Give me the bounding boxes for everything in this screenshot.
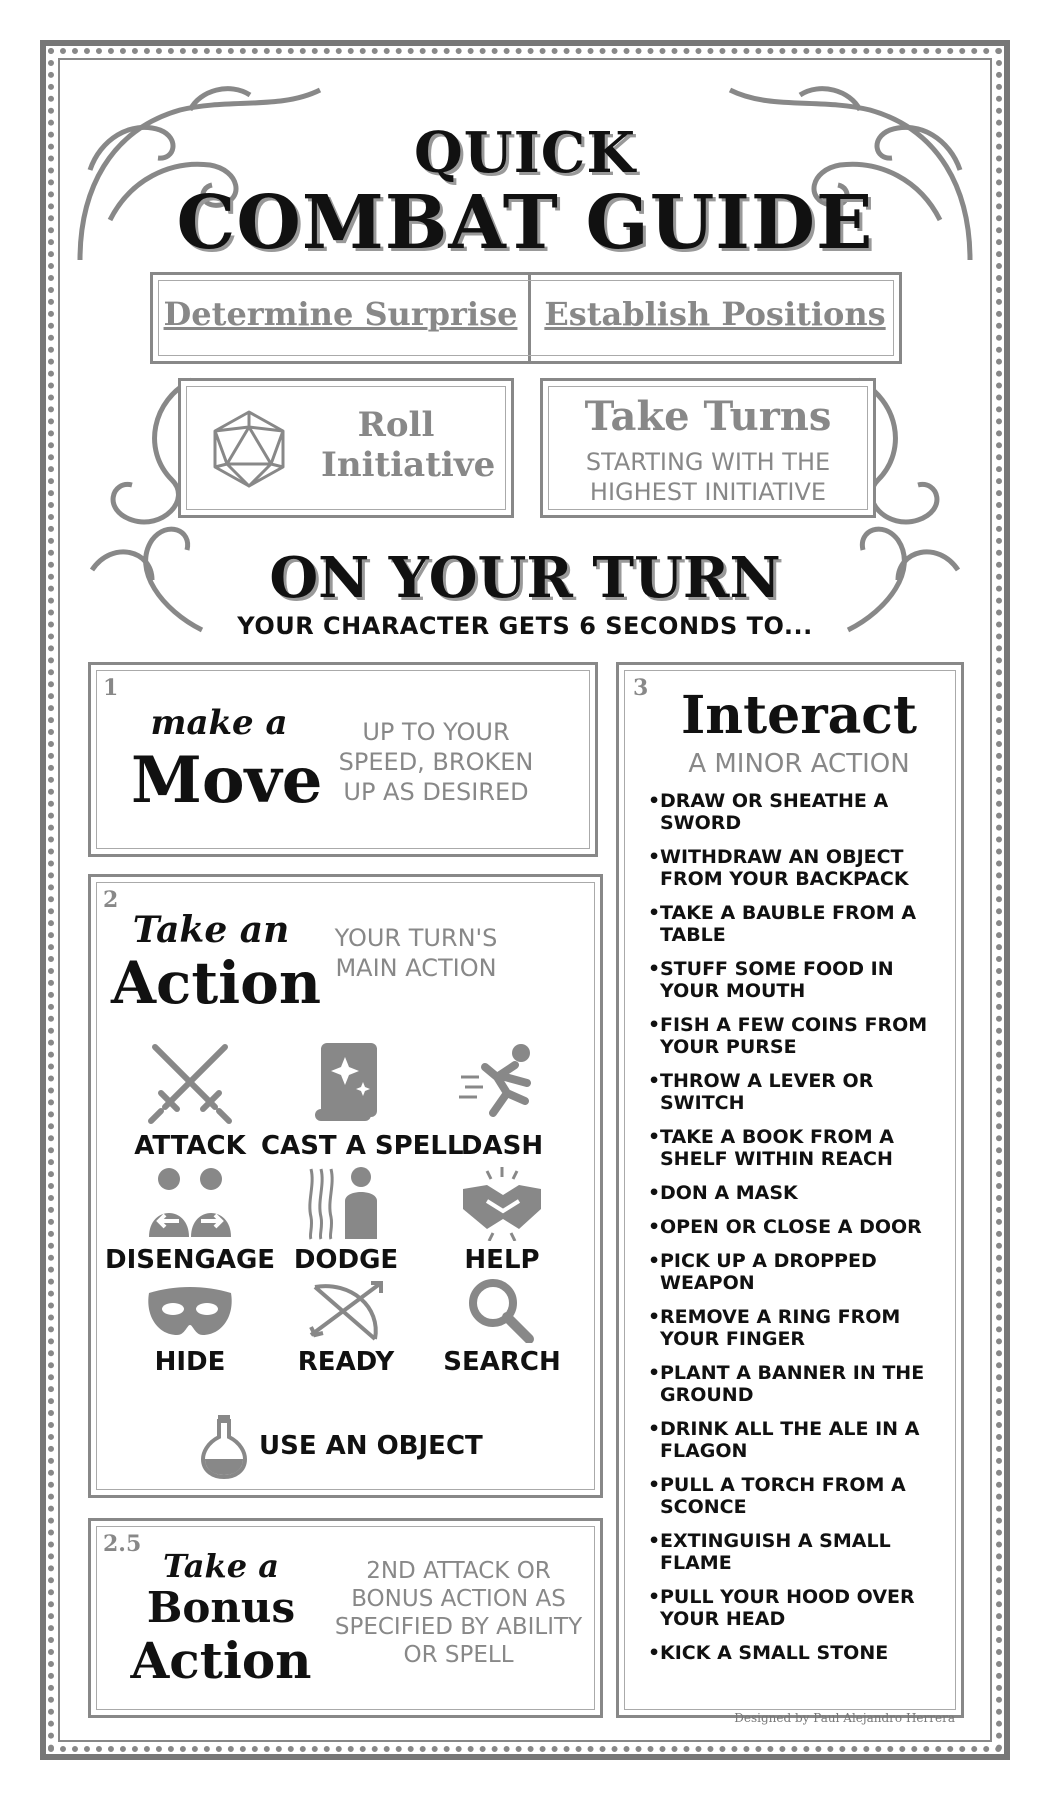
- dodging-figure-icon: [301, 1165, 391, 1241]
- crossed-swords-icon: [145, 1037, 235, 1127]
- roll-initiative-box: [178, 378, 514, 518]
- action-use-object: [201, 1413, 521, 1483]
- bonus-action-label: Action: [130, 1631, 312, 1690]
- action-disengage: [105, 1165, 275, 1275]
- list-item: • DRINK ALL THE ALE IN A FLAGON: [648, 1418, 948, 1462]
- take-turns-sub: STARTING WITH THE HIGHEST INITIATIVE: [585, 448, 831, 506]
- move-number: 1: [103, 675, 119, 701]
- scroll-icon: [301, 1037, 391, 1127]
- list-item: • KICK A SMALL STONE: [648, 1642, 948, 1664]
- interact-big-label: Interact: [680, 685, 917, 746]
- action-small-label: Take an: [132, 909, 290, 951]
- action-label: SEARCH: [443, 1347, 561, 1377]
- list-item: • REMOVE A RING FROM YOUR FINGER: [648, 1306, 948, 1350]
- title-combat-guide: COMBAT GUIDE: [176, 180, 874, 266]
- action-ready: [261, 1277, 431, 1377]
- action-label: HIDE: [154, 1347, 226, 1377]
- action-attack: [105, 1037, 275, 1161]
- list-item: • PLANT A BANNER IN THE GROUND: [648, 1362, 948, 1406]
- action-dodge: [261, 1165, 431, 1275]
- action-search: [417, 1277, 587, 1377]
- action-hide: [105, 1283, 275, 1377]
- list-item: • PICK UP A DROPPED WEAPON: [648, 1250, 948, 1294]
- list-item: • PULL A TORCH FROM A SCONCE: [648, 1474, 948, 1518]
- action-desc: YOUR TURN'S MAIN ACTION: [334, 924, 498, 982]
- list-item: • OPEN OR CLOSE A DOOR: [648, 1216, 948, 1238]
- handshake-icon: [457, 1165, 547, 1241]
- bonus-desc: 2ND ATTACK OR BONUS ACTION AS SPECIFIED BY ABILITY OR SPELL: [334, 1558, 583, 1668]
- move-big-label: Move: [131, 743, 323, 818]
- action-label: USE AN OBJECT: [259, 1431, 483, 1461]
- list-item: • TAKE A BOOK FROM A SHELF WITHIN REACH: [648, 1126, 948, 1170]
- action-box: [88, 874, 603, 1498]
- action-label: ATTACK: [134, 1131, 246, 1161]
- action-help: [417, 1165, 587, 1275]
- interact-sub: A MINOR ACTION: [688, 749, 910, 779]
- action-big-label: Action: [111, 949, 321, 1017]
- running-figure-icon: [457, 1037, 547, 1127]
- action-dash: [417, 1037, 587, 1161]
- move-box: [88, 662, 598, 857]
- move-desc: UP TO YOUR SPEED, BROKEN UP AS DESIRED: [338, 718, 534, 806]
- action-cast-spell: [261, 1037, 464, 1161]
- d20-icon: [211, 409, 287, 489]
- action-label: READY: [297, 1347, 395, 1377]
- list-item: • WITHDRAW AN OBJECT FROM YOUR BACKPACK: [648, 846, 948, 890]
- list-item: • DON A MASK: [648, 1182, 948, 1204]
- bow-arrow-icon: [301, 1277, 391, 1343]
- move-small-label: make a: [150, 703, 288, 743]
- list-item: • DRAW OR SHEATHE A SWORD: [648, 790, 948, 834]
- list-item: • FISH A FEW COINS FROM YOUR PURSE: [648, 1014, 948, 1058]
- setup-box: [150, 272, 902, 364]
- bonus-big-label: Bonus: [146, 1583, 296, 1632]
- interact-list: [648, 790, 948, 1676]
- action-label: CAST A SPELL: [261, 1131, 464, 1161]
- mask-icon: [145, 1283, 235, 1343]
- action-label: DASH: [460, 1131, 544, 1161]
- designer-credit: Designed by Paul Alejandro Herrera: [734, 1711, 955, 1725]
- take-turns-title: Take Turns: [584, 393, 832, 440]
- on-your-turn-subtitle: YOUR CHARACTER GETS 6 SECONDS TO...: [237, 612, 813, 640]
- magnifying-glass-icon: [457, 1277, 547, 1343]
- action-number: 2: [103, 887, 119, 913]
- action-label: DISENGAGE: [105, 1245, 276, 1275]
- determine-surprise: Determine Surprise: [163, 295, 518, 333]
- two-people-arrows-icon: [145, 1165, 235, 1241]
- on-your-turn-title: ON YOUR TURN: [269, 545, 781, 611]
- action-label: DODGE: [293, 1245, 399, 1275]
- list-item: • STUFF SOME FOOD IN YOUR MOUTH: [648, 958, 948, 1002]
- list-item: • THROW A LEVER OR SWITCH: [648, 1070, 948, 1114]
- list-item: • EXTINGUISH A SMALL FLAME: [648, 1530, 948, 1574]
- establish-positions: Establish Positions: [544, 295, 886, 333]
- take-turns-box: [540, 378, 876, 518]
- list-item: • PULL YOUR HOOD OVER YOUR HEAD: [648, 1586, 948, 1630]
- bonus-action-box: [88, 1518, 603, 1718]
- potion-flask-icon: [201, 1413, 247, 1479]
- interact-number: 3: [633, 675, 649, 701]
- action-label: HELP: [464, 1245, 540, 1275]
- list-item: • TAKE A BAUBLE FROM A TABLE: [648, 902, 948, 946]
- roll-initiative-label: Roll Initiative: [321, 405, 496, 485]
- bonus-small-label: Take a: [163, 1547, 279, 1585]
- title-quick: QUICK: [413, 120, 637, 186]
- bonus-number: 2.5: [103, 1531, 142, 1557]
